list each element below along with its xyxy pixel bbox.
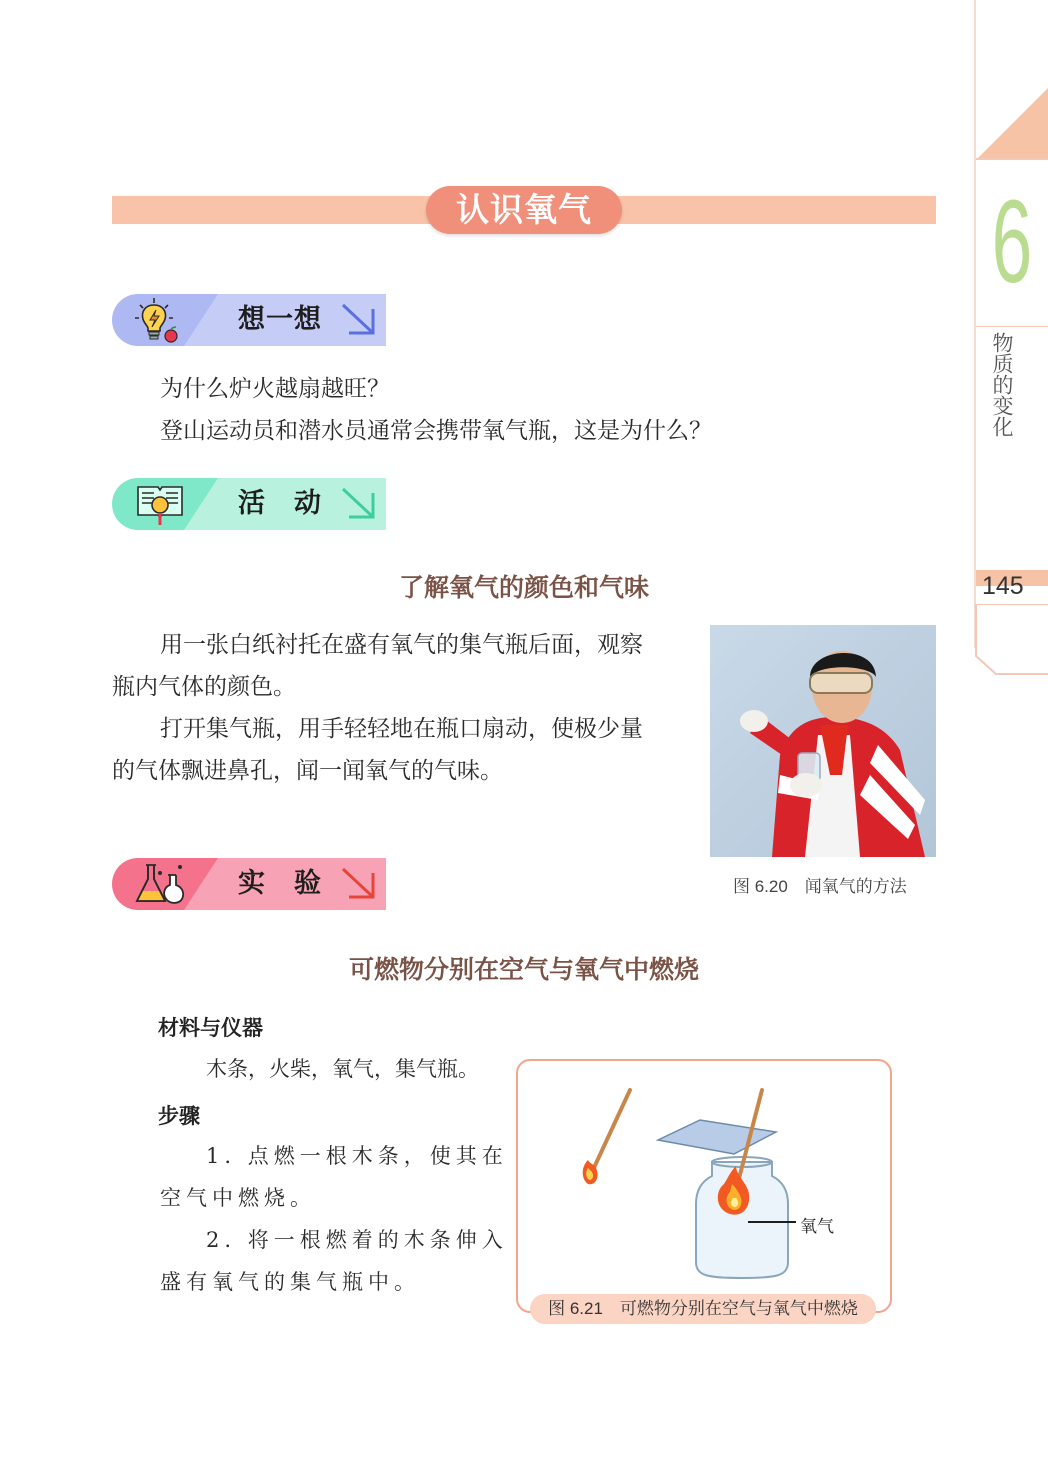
margin-divider [976, 158, 1048, 160]
figure-6-20-caption: 图 6.20 闻氧气的方法 [733, 877, 907, 896]
activity-banner [112, 478, 386, 530]
activity-paragraph-2-line-1: 打开集气瓶，用手轻轻地在瓶口扇动，使极少量 [160, 716, 643, 742]
experiment-label: 实 验 [238, 868, 322, 899]
experiment-heading: 可燃物分别在空气与氧气中燃烧 [348, 955, 699, 984]
experiment-banner [112, 858, 386, 910]
activity-paragraph-1-line-2: 瓶内气体的颜色。 [112, 674, 296, 700]
materials-title: 材料与仪器 [158, 1016, 263, 1040]
activity-label: 活 动 [238, 488, 322, 519]
oxygen-label: 氧气 [800, 1217, 834, 1237]
step-1-line-1: 1. 点燃一根木条，使其在 [206, 1144, 508, 1168]
step-2-line-2: 盛有氧气的集气瓶中。 [160, 1270, 420, 1294]
book-magnifier-icon [134, 481, 190, 527]
arrow-icon [340, 486, 378, 522]
margin-divider [976, 326, 1048, 327]
think-question-2: 登山运动员和潜水员通常会携带氧气瓶，这是为什么？ [160, 418, 712, 444]
think-banner [112, 294, 386, 346]
chapter-title: 物质的变化 [990, 332, 1014, 437]
chapter-number: 6 [991, 176, 1033, 308]
think-label: 想一想 [238, 304, 322, 335]
arrow-icon [340, 866, 378, 902]
think-question-1: 为什么炉火越扇越旺？ [160, 376, 390, 402]
steps-title: 步骤 [158, 1104, 200, 1128]
activity-heading: 了解氧气的颜色和气味 [398, 573, 649, 602]
step-1-line-2: 空气中燃烧。 [160, 1186, 316, 1210]
step-2-line-1: 2. 将一根燃着的木条伸入 [206, 1228, 508, 1252]
flask-icon [134, 861, 190, 907]
margin-bracket [974, 604, 1048, 676]
section-title: 认识氧气 [456, 190, 592, 229]
student-smelling-oxygen-photo [710, 625, 936, 857]
arrow-icon [340, 302, 378, 338]
activity-paragraph-2-line-2: 的气体飘进鼻孔，闻一闻氧气的气味。 [112, 758, 503, 784]
burning-splint-illustration [540, 1080, 860, 1285]
margin-line [974, 0, 976, 648]
page-number: 145 [982, 572, 1024, 600]
margin-corner-decoration [976, 88, 1048, 160]
section-title-pill [426, 186, 622, 234]
figure-6-21-caption: 图 6.21 可燃物分别在空气与氧气中燃烧 [530, 1294, 876, 1324]
activity-paragraph-1-line-1: 用一张白纸衬托在盛有氧气的集气瓶后面，观察 [160, 632, 643, 658]
materials-list: 木条，火柴，氧气，集气瓶。 [206, 1057, 479, 1081]
lightbulb-icon [134, 297, 190, 343]
